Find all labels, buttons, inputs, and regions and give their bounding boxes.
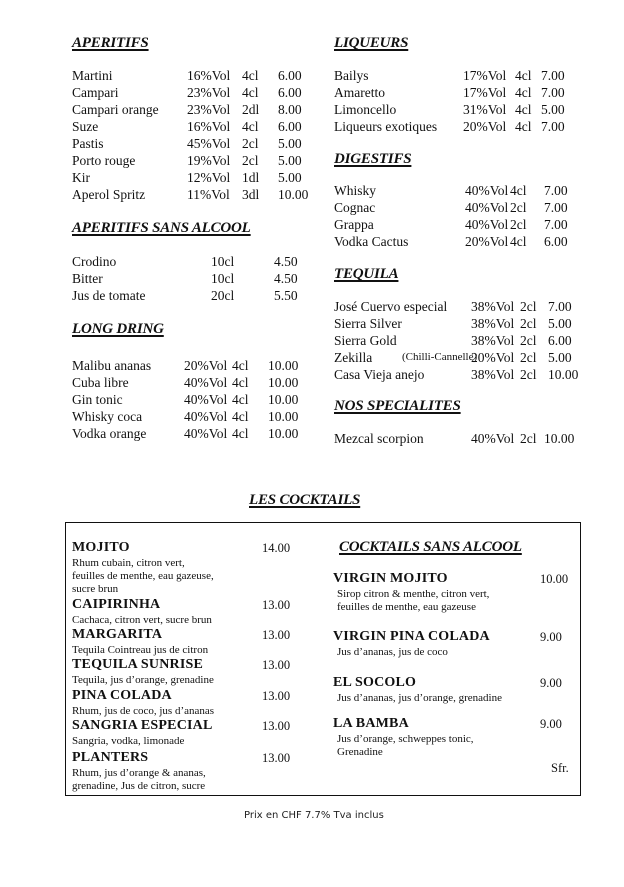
item-qty: 4cl	[232, 409, 249, 424]
item-qty: 2cl	[520, 431, 537, 446]
item-price: 5.50	[274, 288, 298, 303]
item-name: Vodka Cactus	[334, 234, 409, 249]
cocktail-description: Tequila, jus d’orange, grenadine	[72, 674, 214, 686]
item-qty: 10cl	[211, 271, 235, 286]
item-price: 5.00	[541, 102, 565, 117]
cocktail-price: 9.00	[540, 676, 562, 690]
item-vol: 23%Vol	[187, 85, 231, 100]
item-name: Bitter	[72, 271, 103, 286]
cocktail-description: Rhum, jus d’orange & ananas,	[72, 767, 206, 779]
item-price: 6.00	[278, 68, 302, 83]
item-vol: 40%Vol	[465, 217, 509, 232]
section-title-cocktails-sans-alcool: COCKTAILS SANS ALCOOL	[339, 539, 522, 555]
cocktail-price: 13.00	[262, 689, 291, 703]
cocktail-name: VIRGIN MOJITO	[333, 571, 448, 586]
item-name: Vodka orange	[72, 426, 147, 441]
item-price: 7.00	[541, 85, 565, 100]
cocktail-price: 13.00	[262, 658, 291, 672]
item-price: 7.00	[544, 183, 568, 198]
item-vol: 38%Vol	[471, 299, 515, 314]
section-title-long-dring: LONG DRING	[72, 321, 164, 337]
item-qty: 2cl	[242, 153, 259, 168]
item-price: 6.00	[278, 119, 302, 134]
item-vol: 12%Vol	[187, 170, 231, 185]
cocktail-description: Jus d’orange, schweppes tonic,	[337, 733, 474, 745]
cocktail-price: 9.00	[540, 630, 562, 644]
item-name: Suze	[72, 119, 99, 134]
item-name: Liqueurs exotiques	[334, 119, 438, 134]
footer-note: Prix en CHF 7.7% Tva inclus	[244, 810, 384, 821]
cocktails-box	[65, 522, 581, 796]
cocktail-name: CAIPIRINHA	[72, 597, 161, 612]
item-price: 7.00	[541, 68, 565, 83]
item-price: 7.00	[544, 200, 568, 215]
item-name: Gin tonic	[72, 392, 123, 407]
item-price: 5.00	[278, 153, 302, 168]
item-price: 10.00	[278, 187, 309, 202]
cocktail-price: 14.00	[262, 541, 291, 555]
item-price: 10.00	[544, 431, 575, 446]
item-price: 10.00	[268, 426, 299, 441]
cocktail-description: Cachaca, citron vert, sucre brun	[72, 614, 212, 626]
item-price: 5.00	[548, 350, 572, 365]
cocktail-price: 13.00	[262, 628, 291, 642]
section-title-les-cocktails: LES COCKTAILS	[249, 492, 361, 508]
item-qty: 4cl	[515, 102, 532, 117]
cocktail-name: LA BAMBA	[333, 716, 409, 731]
cocktail-price: 10.00	[540, 572, 569, 586]
section-title-tequila: TEQUILA	[334, 266, 399, 282]
item-qty: 2cl	[520, 333, 537, 348]
item-vol: 38%Vol	[471, 333, 515, 348]
section-title-aperitifs-sans-alcool: APERITIFS SANS ALCOOL	[72, 220, 251, 236]
section-title-digestifs: DIGESTIFS	[334, 151, 412, 167]
cocktail-description: Sangria, vodka, limonade	[72, 735, 185, 747]
cocktail-description: feuilles de menthe, eau gazeuse,	[72, 570, 214, 582]
item-qty: 2cl	[520, 367, 537, 382]
item-vol: 20%Vol	[471, 350, 515, 365]
item-price: 10.00	[268, 392, 299, 407]
item-name: Martini	[72, 68, 113, 83]
item-qty: 1dl	[242, 170, 260, 185]
item-name: Limoncello	[334, 102, 397, 117]
item-price: 8.00	[278, 102, 302, 117]
cocktail-name: PINA COLADA	[72, 688, 172, 703]
cocktail-name: SANGRIA ESPECIAL	[72, 718, 213, 733]
item-name: Pastis	[72, 136, 104, 151]
item-name: Zekilla	[334, 350, 373, 365]
cocktail-price: 9.00	[540, 717, 562, 731]
cocktail-name: MOJITO	[72, 540, 130, 555]
item-vol: 20%Vol	[184, 358, 228, 373]
item-name: Amaretto	[334, 85, 385, 100]
item-vol: 17%Vol	[463, 85, 507, 100]
item-name: Grappa	[334, 217, 374, 232]
item-qty: 4cl	[232, 392, 249, 407]
item-qty: 10cl	[211, 254, 235, 269]
item-vol: 20%Vol	[463, 119, 507, 134]
item-vol: 40%Vol	[184, 426, 228, 441]
item-vol: 23%Vol	[187, 102, 231, 117]
item-qty: 4cl	[515, 68, 532, 83]
cocktail-description: Rhum cubain, citron vert,	[72, 557, 185, 569]
item-name: Crodino	[72, 254, 117, 269]
cocktail-description: Sirop citron & menthe, citron vert,	[337, 588, 490, 600]
item-qty: 4cl	[232, 375, 249, 390]
item-qty: 4cl	[510, 183, 527, 198]
item-price: 4.50	[274, 271, 298, 286]
item-qty: 4cl	[515, 119, 532, 134]
item-price: 10.00	[268, 375, 299, 390]
item-name: Casa Vieja anejo	[334, 367, 425, 382]
section-title-aperitifs: APERITIFS	[72, 35, 149, 51]
item-name: Sierra Silver	[334, 316, 402, 331]
item-vol: 31%Vol	[463, 102, 507, 117]
cocktail-description: Tequila Cointreau jus de citron	[72, 644, 209, 656]
item-price: 5.00	[278, 136, 302, 151]
cocktail-description: Grenadine	[337, 746, 383, 758]
item-price: 4.50	[274, 254, 298, 269]
item-price: 10.00	[548, 367, 579, 382]
cocktail-name: PLANTERS	[72, 750, 149, 765]
item-qty: 2cl	[520, 350, 537, 365]
currency-label: Sfr.	[551, 761, 569, 775]
item-qty: 4cl	[242, 85, 259, 100]
item-price: 5.00	[278, 170, 302, 185]
item-vol: 16%Vol	[187, 68, 231, 83]
item-name: Malibu ananas	[72, 358, 152, 373]
item-name: Whisky coca	[72, 409, 143, 424]
cocktail-name: VIRGIN PINA COLADA	[333, 629, 490, 644]
cocktail-description: feuilles de menthe, eau gazeuse	[337, 601, 476, 613]
item-price: 6.00	[548, 333, 572, 348]
item-vol: 38%Vol	[471, 316, 515, 331]
item-price: 10.00	[268, 409, 299, 424]
item-qty: 4cl	[515, 85, 532, 100]
item-vol: 45%Vol	[187, 136, 231, 151]
item-name: Cognac	[334, 200, 376, 215]
item-price: 7.00	[548, 299, 572, 314]
item-vol: 38%Vol	[471, 367, 515, 382]
cocktail-name: EL SOCOLO	[333, 675, 417, 690]
item-qty: 2dl	[242, 102, 260, 117]
cocktail-description: Jus d’ananas, jus d’orange, grenadine	[337, 692, 502, 704]
item-vol: 11%Vol	[187, 187, 230, 202]
item-qty: 20cl	[211, 288, 235, 303]
item-qty: 2cl	[520, 299, 537, 314]
item-qty: 2cl	[510, 217, 527, 232]
item-price: 10.00	[268, 358, 299, 373]
item-name: José Cuervo especial	[334, 299, 448, 314]
item-vol: 40%Vol	[184, 409, 228, 424]
item-name: Aperol Spritz	[72, 187, 146, 202]
item-vol: 20%Vol	[465, 234, 509, 249]
item-name: Campari	[72, 85, 119, 100]
item-qty: 2cl	[510, 200, 527, 215]
item-price: 7.00	[544, 217, 568, 232]
cocktail-name: MARGARITA	[72, 627, 163, 642]
cocktail-price: 13.00	[262, 751, 291, 765]
item-qty: 4cl	[232, 358, 249, 373]
item-price: 7.00	[541, 119, 565, 134]
item-note: (Chilli-Cannelle)	[402, 351, 478, 363]
item-qty: 2cl	[242, 136, 259, 151]
item-name: Whisky	[334, 183, 376, 198]
item-price: 6.00	[544, 234, 568, 249]
cocktail-name: TEQUILA SUNRISE	[72, 657, 203, 672]
item-qty: 4cl	[242, 119, 259, 134]
cocktail-price: 13.00	[262, 719, 291, 733]
item-qty: 4cl	[242, 68, 259, 83]
item-vol: 40%Vol	[465, 200, 509, 215]
item-name: Jus de tomate	[72, 288, 146, 303]
item-vol: 40%Vol	[184, 392, 228, 407]
item-name: Mezcal scorpion	[334, 431, 424, 446]
section-title-nos-specialites: NOS SPECIALITES	[334, 398, 461, 414]
item-qty: 4cl	[232, 426, 249, 441]
item-vol: 40%Vol	[465, 183, 509, 198]
item-name: Kir	[72, 170, 90, 185]
item-vol: 17%Vol	[463, 68, 507, 83]
item-vol: 16%Vol	[187, 119, 231, 134]
cocktail-description: Rhum, jus de coco, jus d’ananas	[72, 705, 215, 717]
item-qty: 2cl	[520, 316, 537, 331]
item-qty: 3dl	[242, 187, 260, 202]
item-name: Porto rouge	[72, 153, 136, 168]
cocktail-price: 13.00	[262, 598, 291, 612]
item-name: Campari orange	[72, 102, 159, 117]
item-name: Sierra Gold	[334, 333, 397, 348]
cocktail-description: grenadine, Jus de citron, sucre	[72, 780, 206, 792]
section-title-liqueurs: LIQUEURS	[334, 35, 409, 51]
item-name: Bailys	[334, 68, 369, 83]
cocktail-description: Jus d’ananas, jus de coco	[337, 646, 448, 658]
item-vol: 19%Vol	[187, 153, 231, 168]
item-vol: 40%Vol	[471, 431, 515, 446]
item-price: 5.00	[548, 316, 572, 331]
item-price: 6.00	[278, 85, 302, 100]
item-name: Cuba libre	[72, 375, 129, 390]
cocktail-description: sucre brun	[72, 583, 119, 595]
item-qty: 4cl	[510, 234, 527, 249]
item-vol: 40%Vol	[184, 375, 228, 390]
